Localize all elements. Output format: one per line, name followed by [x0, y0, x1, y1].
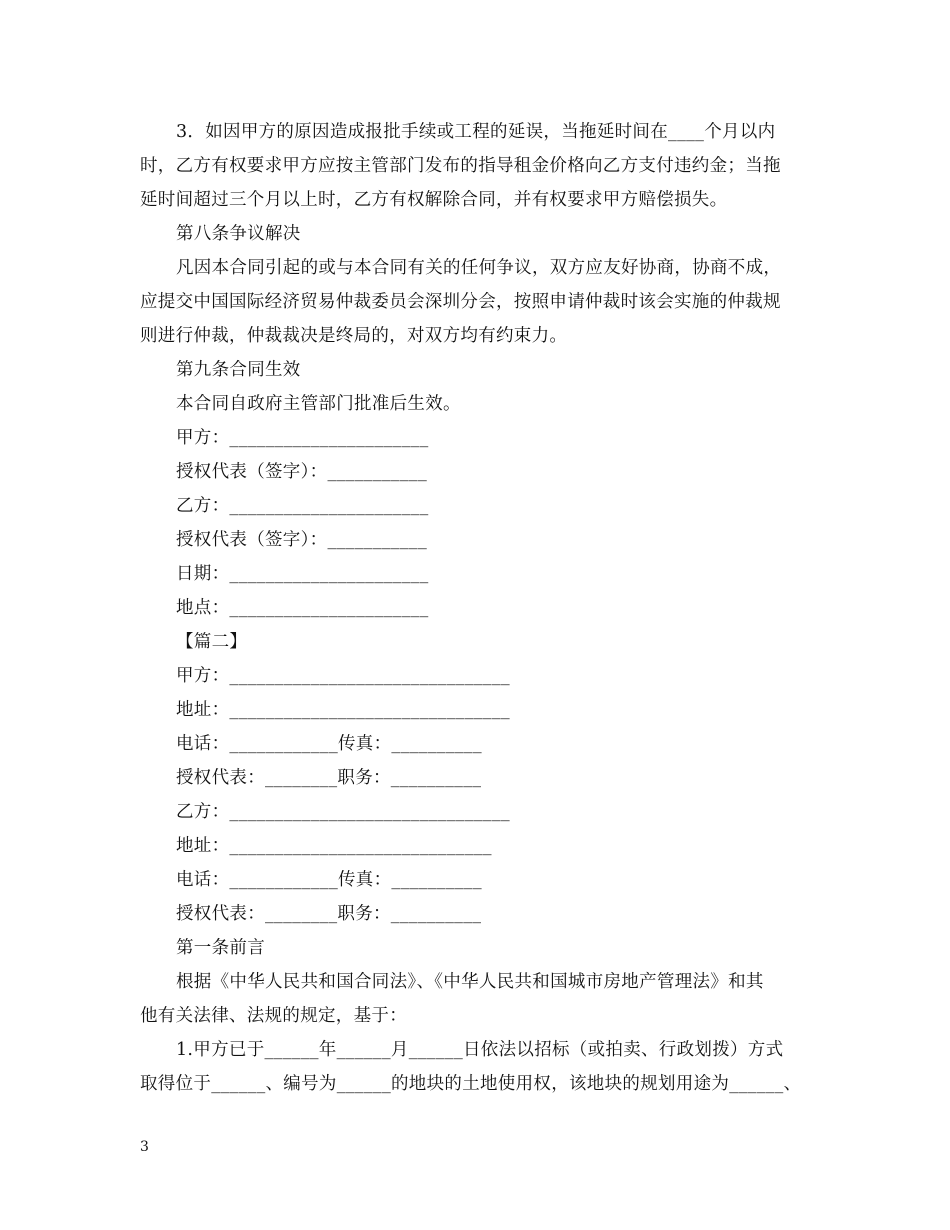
paragraph-line: 根据《中华人民共和国合同法》、《中华人民共和国城市房地产管理法》和其 [176, 972, 764, 992]
paragraph-line: 1.甲方已于______年______月______日依法以招标（或拍卖、行政划拨）方式 [176, 1040, 784, 1060]
paragraph-line: 延时间超过三个月以上时，乙方有权解除合同，并有权要求甲方赔偿损失。 [140, 190, 728, 210]
paragraph-line: 取得位于______、编号为______的地块的土地使用权，该地块的规划用途为______、 [140, 1074, 802, 1094]
section-heading: 第一条前言 [176, 938, 265, 958]
section-heading: 第九条合同生效 [176, 360, 301, 380]
paragraph-line: 时，乙方有权要求甲方应按主管部门发布的指导租金价格向乙方支付违约金；当拖 [140, 156, 781, 176]
page-number: 3 [140, 1139, 149, 1155]
form-field: 乙方：_______________________________ [176, 802, 510, 822]
signature-field: 乙方：______________________ [176, 496, 429, 516]
paragraph-line: 则进行仲裁，仲裁裁决是终局的，对双方均有约束力。 [140, 326, 568, 346]
signature-field: 甲方：______________________ [176, 428, 429, 448]
form-field: 电话：____________传真：__________ [176, 870, 482, 890]
form-field: 授权代表：________职务：__________ [176, 768, 482, 788]
paragraph-line: 他有关法律、法规的规定，基于： [140, 1006, 407, 1026]
paragraph-line: 本合同自政府主管部门批准后生效。 [176, 394, 461, 414]
signature-field: 授权代表（签字）：___________ [176, 462, 427, 482]
paragraph-line: 3．如因甲方的原因造成报批手续或工程的延误，当拖延时间在____个月以内 [176, 122, 776, 142]
signature-field: 日期：______________________ [176, 564, 429, 584]
signature-field: 地点：______________________ [176, 598, 429, 618]
paragraph-line: 应提交中国国际经济贸易仲裁委员会深圳分会，按照申请仲裁时该会实施的仲裁规 [140, 292, 781, 312]
paragraph-line: 凡因本合同引起的或与本合同有关的任何争议，双方应友好协商，协商不成， [176, 258, 782, 278]
form-field: 甲方：_______________________________ [176, 666, 510, 686]
form-field: 授权代表：________职务：__________ [176, 904, 482, 924]
signature-field: 授权代表（签字）：___________ [176, 530, 427, 550]
form-field: 电话：____________传真：__________ [176, 734, 482, 754]
form-field: 地址：_______________________________ [176, 700, 510, 720]
section-heading: 第八条争议解决 [176, 224, 301, 244]
form-field: 地址：_____________________________ [176, 836, 492, 856]
section-heading: 【篇二】 [176, 632, 248, 652]
